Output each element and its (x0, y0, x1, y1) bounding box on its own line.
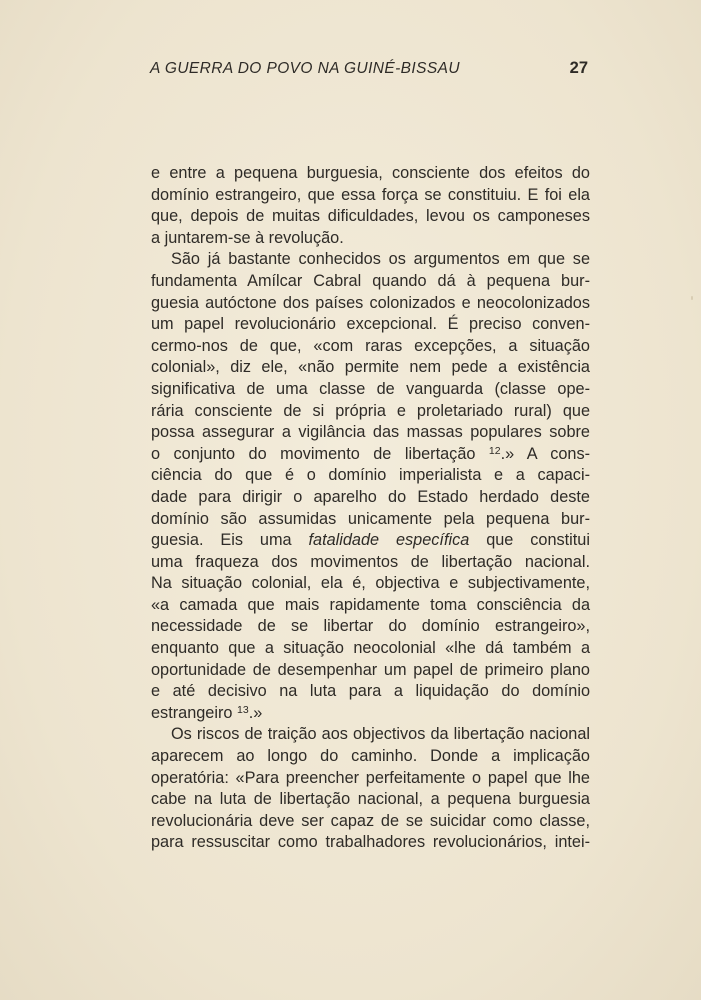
text-line: uma fraqueza dos movimentos de libertação nacional. (151, 552, 590, 571)
body-text (151, 163, 590, 854)
text-line: significativa de uma classe de vanguarda (classe ope- (151, 379, 590, 398)
text-line: São já bastante conhecidos os argumentos em que se (171, 250, 590, 269)
text-line: guesia autóctone dos países colonizados e neocolonizados (151, 293, 590, 312)
text-line: fundamenta Amílcar Cabral quando dá à pequena bur- (151, 271, 590, 290)
running-title: A GUERRA DO POVO NA GUINÉ-BISSAU (150, 60, 460, 77)
text-line: oportunidade de desempenhar um papel de primeiro plano (151, 660, 590, 679)
text-line: possa assegurar a vigilância das massas populares sobre (151, 423, 590, 442)
text-line: cermo-nos de que, «com raras excepções, a situação (151, 336, 590, 355)
text-line: e entre a pequena burguesia, consciente dos efeitos do (151, 164, 590, 182)
text-line (151, 530, 590, 552)
page-number: 27 (569, 59, 588, 77)
text-line: cabe na luta de libertação nacional, a pequena burguesia (151, 790, 590, 809)
footnote-marker: 12 (488, 444, 501, 457)
paper-speck (691, 296, 693, 300)
text-line: um papel revolucionário excepcional. É preciso conven- (151, 315, 590, 334)
italic-phrase: fatalidade específica (308, 531, 470, 550)
running-head (150, 58, 588, 82)
text-line-start: o conjunto do movimento de libertação (151, 444, 476, 463)
text-line: colonial», diz ele, «não permite nem pede a existência (151, 358, 590, 377)
text-line: domínio estrangeiro, que essa força se constituiu. E foi ela (151, 185, 590, 204)
text-line: para ressuscitar como trabalhadores revolucionários, intei- (151, 833, 590, 852)
footnote-marker: 13 (237, 703, 249, 716)
text-line (151, 444, 590, 466)
text-line: e até decisivo na luta para a liquidação do domínio (151, 682, 590, 701)
text-line: domínio são assumidas unicamente pela pequena bur- (151, 509, 590, 528)
text-line: Na situação colonial, ela é, objectiva e subjectivamente, (151, 574, 590, 593)
text-line: enquanto que a situação neocolonial «lhe dá também a (151, 639, 590, 658)
text-line: revolucionária deve ser capaz de se suicidar como classe, (151, 811, 590, 830)
text-line-end: .» A cons- (500, 444, 591, 463)
text-line-end: .» (248, 703, 263, 722)
text-line: operatória: «Para preencher perfeitamente o papel que lhe (151, 768, 590, 787)
text-line-end: que constitui (469, 531, 590, 550)
text-line: aparecem ao longo do caminho. Donde a implicação (151, 747, 590, 766)
text-line-start: guesia. Eis uma (151, 531, 292, 550)
text-line: necessidade de se libertar do domínio estrangeiro», (151, 617, 590, 636)
text-line: a juntarem-se à revolução. (151, 228, 344, 247)
text-line: ciência do que é o domínio imperialista e a capaci- (151, 466, 590, 485)
text-line: que, depois de muitas dificuldades, levou os camponeses (151, 207, 590, 226)
text-line: Os riscos de traição aos objectivos da libertação nacional (171, 725, 590, 744)
text-line (151, 703, 590, 725)
text-line: «a camada que mais rapidamente toma consciência da (151, 595, 590, 614)
text-line-start: estrangeiro (151, 703, 233, 722)
text-line: dade para dirigir o aparelho do Estado herdado deste (151, 487, 590, 506)
text-line: rária consciente de si própria e proletariado rural) que (151, 401, 590, 420)
